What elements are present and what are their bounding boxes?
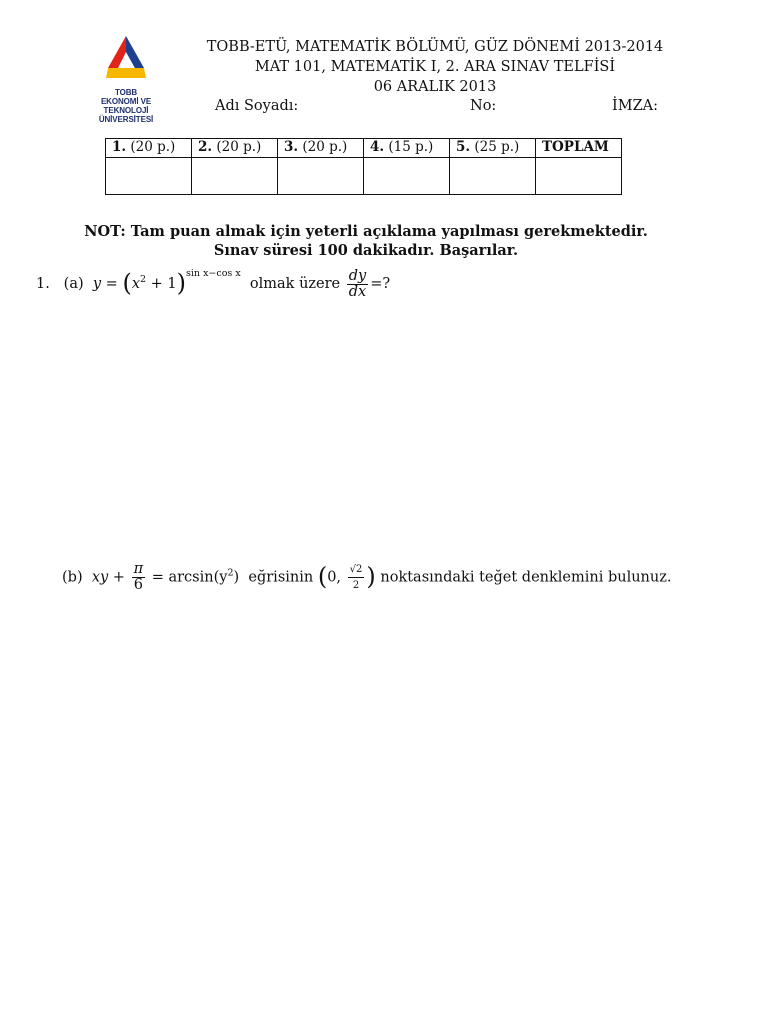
- score-cell-3[interactable]: [278, 158, 364, 195]
- score-cell-2[interactable]: [192, 158, 278, 195]
- point-fraction: $\frac{√2}{2}$: [349, 564, 363, 591]
- part-a-text: olmak üzere: [249, 276, 341, 292]
- score-cell-1[interactable]: [106, 158, 192, 195]
- part-b-text1: eğrisinin: [248, 569, 314, 586]
- header-line3: 06 ARALIK 2013: [373, 79, 497, 95]
- score-header-total: TOPLAM: [536, 139, 622, 158]
- derivative-fraction: $\frac{dy}{dx}$: [348, 267, 367, 300]
- exponent: sin x−cos x: [186, 268, 241, 279]
- university-logo: [80, 34, 172, 124]
- score-header-5: 5. (25 p.): [450, 139, 536, 158]
- score-table-blank-row: [106, 158, 622, 195]
- part-b-label: (b): [62, 569, 83, 586]
- note-line1: NOT: Tam puan almak için yeterli açıklama yapılması gerekmektedir.: [84, 223, 648, 240]
- score-header-2: 2. (20 p.): [192, 139, 278, 158]
- score-header-3: 3. (20 p.): [278, 139, 364, 158]
- header-line2: MAT 101, MATEMATİK I, 2. ARA SINAV TELFİSİ: [254, 59, 616, 75]
- score-cell-total[interactable]: [536, 158, 622, 195]
- logo-text-line3: ÜNİVERSİTESİ: [98, 115, 154, 124]
- score-cell-4[interactable]: [364, 158, 450, 195]
- score-header-1: 1. (20 p.): [106, 139, 192, 158]
- header-line1: TOBB-ETÜ, MATEMATİK BÖLÜMÜ, GÜZ DÖNEMİ 2013-2014: [206, 39, 664, 55]
- question-number: 1.: [36, 276, 50, 292]
- signature-field-label: İMZA:: [612, 98, 659, 114]
- part-a-label: (a): [63, 276, 84, 292]
- question-1b: (b) xy + $\frac{\pi}{6}$ = $\arcsin(y^2)$ eğrisinin (0, $\frac{√2}{2}$ ) noktasındaki teğet denklemini bulunuz.: [62, 561, 672, 593]
- score-table-header: [106, 139, 622, 158]
- number-field-label: No:: [470, 98, 497, 114]
- name-field-label: Adı Soyadı:: [215, 98, 299, 114]
- logo-text-line1: TOBB: [114, 88, 138, 97]
- note-line2: Sınav süresi 100 dakikadır. Başarılar.: [213, 242, 519, 259]
- pi-over-six: $\frac{\pi}{6}$: [133, 561, 144, 593]
- score-header-4: 4. (15 p.): [364, 139, 450, 158]
- logo-emblem-icon: [80, 34, 172, 84]
- part-b-text2: noktasındaki teğet denklemini bulunuz.: [380, 569, 672, 586]
- question-1a: 1. (a) $y = (x^2 + 1)^{sin x-cos x}$ olmak üzere $\frac{dy}{dx}$ =?: [36, 267, 391, 300]
- score-table: [105, 138, 622, 195]
- logo-text-line2: EKONOMİ VE TEKNOLOJİ: [100, 97, 152, 115]
- score-cell-5[interactable]: [450, 158, 536, 195]
